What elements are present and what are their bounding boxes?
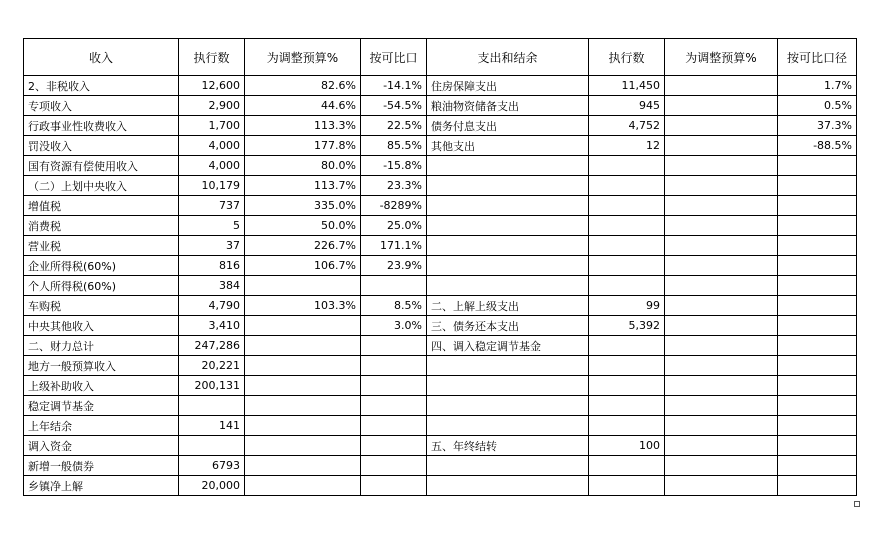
cell-expense-label: 五、年终结转 (427, 436, 589, 456)
cell-income-comparable (361, 396, 427, 416)
cell-expense-comparable (778, 196, 857, 216)
cell-income-label: 车购税 (24, 296, 179, 316)
cell-expense-budget-pct (665, 276, 778, 296)
cell-income-comparable (361, 456, 427, 476)
cell-income-budget-pct (245, 276, 361, 296)
cell-expense-budget-pct (665, 156, 778, 176)
cell-expense-executed (589, 476, 665, 496)
cell-expense-budget-pct (665, 436, 778, 456)
cell-expense-budget-pct (665, 476, 778, 496)
table-row (24, 476, 857, 496)
table-row (24, 116, 857, 136)
cell-expense-budget-pct (665, 116, 778, 136)
cell-income-executed: 3,410 (179, 316, 245, 336)
cell-income-executed: 6793 (179, 456, 245, 476)
cell-income-budget-pct (245, 476, 361, 496)
cell-income-executed: 816 (179, 256, 245, 276)
cell-expense-budget-pct (665, 216, 778, 236)
cell-income-comparable: 85.5% (361, 136, 427, 156)
cell-expense-comparable (778, 356, 857, 376)
cell-expense-label: 住房保障支出 (427, 76, 589, 96)
cell-expense-label: 三、债务还本支出 (427, 316, 589, 336)
cell-expense-label (427, 416, 589, 436)
cell-income-label: 新增一般债券 (24, 456, 179, 476)
cell-income-budget-pct (245, 416, 361, 436)
cell-expense-label (427, 256, 589, 276)
cell-expense-budget-pct (665, 136, 778, 156)
table-row (24, 216, 857, 236)
cell-income-label: 消费税 (24, 216, 179, 236)
header-cell-expense-executed: 执行数 (589, 39, 665, 76)
cell-expense-comparable (778, 256, 857, 276)
cell-income-budget-pct: 50.0% (245, 216, 361, 236)
table-row (24, 296, 857, 316)
cell-income-label: 企业所得税(60%) (24, 256, 179, 276)
header-cell-income-budget-pct: 为调整预算% (245, 39, 361, 76)
cell-expense-label (427, 196, 589, 216)
cell-income-budget-pct (245, 396, 361, 416)
cell-income-comparable: 8.5% (361, 296, 427, 316)
cell-expense-executed: 945 (589, 96, 665, 116)
cell-income-budget-pct (245, 436, 361, 456)
cell-expense-budget-pct (665, 176, 778, 196)
header-cell-expense-budget-pct: 为调整预算% (665, 39, 778, 76)
cell-income-label: 稳定调节基金 (24, 396, 179, 416)
cell-income-comparable: 23.3% (361, 176, 427, 196)
cell-income-budget-pct (245, 376, 361, 396)
cell-income-comparable: -8289% (361, 196, 427, 216)
cell-expense-comparable (778, 376, 857, 396)
cell-income-label: （二）上划中央收入 (24, 176, 179, 196)
cell-expense-comparable (778, 296, 857, 316)
cell-income-label: 罚没收入 (24, 136, 179, 156)
cell-expense-label (427, 396, 589, 416)
cell-expense-comparable (778, 416, 857, 436)
cell-expense-label (427, 156, 589, 176)
budget-table (23, 38, 857, 496)
cell-expense-budget-pct (665, 456, 778, 476)
cell-expense-label (427, 456, 589, 476)
cell-income-executed: 37 (179, 236, 245, 256)
cell-income-label: 调入资金 (24, 436, 179, 456)
cell-expense-comparable (778, 176, 857, 196)
cell-income-budget-pct (245, 316, 361, 336)
cell-expense-budget-pct (665, 76, 778, 96)
cell-expense-budget-pct (665, 336, 778, 356)
cell-expense-label: 二、上解上级支出 (427, 296, 589, 316)
cell-income-label: 二、财力总计 (24, 336, 179, 356)
cell-expense-label (427, 376, 589, 396)
cell-expense-budget-pct (665, 416, 778, 436)
cell-expense-label (427, 176, 589, 196)
cell-expense-label (427, 356, 589, 376)
cell-income-budget-pct: 335.0% (245, 196, 361, 216)
cell-expense-executed (589, 336, 665, 356)
cell-income-budget-pct: 113.7% (245, 176, 361, 196)
cell-expense-executed (589, 396, 665, 416)
cell-income-label: 中央其他收入 (24, 316, 179, 336)
cell-expense-comparable: 37.3% (778, 116, 857, 136)
cell-expense-executed: 99 (589, 296, 665, 316)
cell-income-executed: 200,131 (179, 376, 245, 396)
cell-income-comparable (361, 436, 427, 456)
cell-expense-executed (589, 456, 665, 476)
cell-income-budget-pct: 226.7% (245, 236, 361, 256)
cell-expense-comparable (778, 216, 857, 236)
header-cell-expense: 支出和结余 (427, 39, 589, 76)
cell-income-executed (179, 436, 245, 456)
table-row (24, 456, 857, 476)
cell-income-budget-pct: 80.0% (245, 156, 361, 176)
cell-income-executed: 141 (179, 416, 245, 436)
cell-expense-executed: 12 (589, 136, 665, 156)
table-row (24, 176, 857, 196)
cell-income-comparable: -54.5% (361, 96, 427, 116)
cell-income-executed: 737 (179, 196, 245, 216)
table-row (24, 256, 857, 276)
cell-income-comparable: 23.9% (361, 256, 427, 276)
cell-income-budget-pct: 177.8% (245, 136, 361, 156)
header-cell-expense-comparable: 按可比口径 (778, 39, 857, 76)
cell-income-comparable (361, 276, 427, 296)
cell-income-comparable: 3.0% (361, 316, 427, 336)
cell-income-comparable (361, 356, 427, 376)
cell-income-budget-pct (245, 336, 361, 356)
cell-expense-executed (589, 376, 665, 396)
cell-expense-comparable: -88.5% (778, 136, 857, 156)
cell-income-label: 上级补助收入 (24, 376, 179, 396)
corner-marker (854, 501, 860, 507)
cell-income-comparable: 25.0% (361, 216, 427, 236)
cell-income-label: 营业税 (24, 236, 179, 256)
table-row (24, 396, 857, 416)
cell-income-budget-pct: 106.7% (245, 256, 361, 276)
table-row (24, 276, 857, 296)
cell-income-comparable: -14.1% (361, 76, 427, 96)
cell-income-executed: 10,179 (179, 176, 245, 196)
cell-income-comparable: -15.8% (361, 156, 427, 176)
cell-income-budget-pct: 44.6% (245, 96, 361, 116)
cell-income-label: 地方一般预算收入 (24, 356, 179, 376)
cell-expense-comparable (778, 316, 857, 336)
header-cell-income-executed: 执行数 (179, 39, 245, 76)
cell-expense-budget-pct (665, 236, 778, 256)
cell-expense-executed (589, 356, 665, 376)
cell-income-executed: 4,790 (179, 296, 245, 316)
cell-income-budget-pct (245, 456, 361, 476)
cell-income-executed: 2,900 (179, 96, 245, 116)
cell-expense-label: 粮油物资储备支出 (427, 96, 589, 116)
table-row (24, 356, 857, 376)
cell-income-budget-pct: 103.3% (245, 296, 361, 316)
cell-expense-executed (589, 236, 665, 256)
table-row (24, 436, 857, 456)
cell-income-executed: 20,000 (179, 476, 245, 496)
cell-expense-comparable (778, 436, 857, 456)
cell-expense-budget-pct (665, 296, 778, 316)
cell-expense-label (427, 276, 589, 296)
cell-income-label: 行政事业性收费收入 (24, 116, 179, 136)
cell-expense-budget-pct (665, 256, 778, 276)
cell-expense-comparable: 1.7% (778, 76, 857, 96)
table-row (24, 136, 857, 156)
cell-expense-comparable (778, 396, 857, 416)
cell-expense-executed: 5,392 (589, 316, 665, 336)
cell-expense-executed (589, 176, 665, 196)
cell-income-budget-pct (245, 356, 361, 376)
cell-expense-budget-pct (665, 316, 778, 336)
cell-income-executed: 20,221 (179, 356, 245, 376)
table-row (24, 76, 857, 96)
cell-expense-budget-pct (665, 96, 778, 116)
table-row (24, 196, 857, 216)
cell-income-comparable (361, 416, 427, 436)
cell-income-executed: 1,700 (179, 116, 245, 136)
cell-expense-budget-pct (665, 196, 778, 216)
table-row (24, 416, 857, 436)
table-row (24, 376, 857, 396)
cell-expense-label (427, 476, 589, 496)
cell-expense-label: 债务付息支出 (427, 116, 589, 136)
cell-expense-executed: 4,752 (589, 116, 665, 136)
table-row (24, 96, 857, 116)
cell-income-label: 个人所得税(60%) (24, 276, 179, 296)
cell-income-label: 乡镇净上解 (24, 476, 179, 496)
cell-income-label: 国有资源有偿使用收入 (24, 156, 179, 176)
cell-expense-budget-pct (665, 396, 778, 416)
cell-expense-budget-pct (665, 356, 778, 376)
cell-income-executed (179, 396, 245, 416)
cell-expense-label: 其他支出 (427, 136, 589, 156)
cell-income-executed: 4,000 (179, 136, 245, 156)
cell-expense-comparable (778, 456, 857, 476)
cell-expense-comparable (778, 156, 857, 176)
cell-expense-executed (589, 156, 665, 176)
cell-income-executed: 384 (179, 276, 245, 296)
cell-income-label: 专项收入 (24, 96, 179, 116)
cell-income-executed: 5 (179, 216, 245, 236)
table-row (24, 316, 857, 336)
cell-income-label: 上年结余 (24, 416, 179, 436)
table-row (24, 236, 857, 256)
cell-income-comparable (361, 376, 427, 396)
cell-expense-label (427, 236, 589, 256)
cell-expense-comparable (778, 476, 857, 496)
cell-income-comparable: 22.5% (361, 116, 427, 136)
cell-income-label: 增值税 (24, 196, 179, 216)
cell-expense-executed (589, 216, 665, 236)
cell-expense-executed (589, 276, 665, 296)
cell-income-budget-pct: 113.3% (245, 116, 361, 136)
cell-income-comparable: 171.1% (361, 236, 427, 256)
cell-income-comparable (361, 336, 427, 356)
cell-expense-comparable: 0.5% (778, 96, 857, 116)
cell-expense-comparable (778, 336, 857, 356)
cell-expense-executed (589, 196, 665, 216)
cell-income-executed: 247,286 (179, 336, 245, 356)
cell-expense-executed (589, 256, 665, 276)
header-cell-income: 收入 (24, 39, 179, 76)
cell-expense-executed (589, 416, 665, 436)
table-row (24, 336, 857, 356)
cell-expense-label (427, 216, 589, 236)
header-row (24, 39, 857, 76)
table-body (24, 76, 857, 496)
cell-expense-budget-pct (665, 376, 778, 396)
cell-expense-executed: 11,450 (589, 76, 665, 96)
cell-expense-comparable (778, 236, 857, 256)
cell-expense-comparable (778, 276, 857, 296)
cell-expense-executed: 100 (589, 436, 665, 456)
cell-income-executed: 4,000 (179, 156, 245, 176)
cell-income-budget-pct: 82.6% (245, 76, 361, 96)
table-row (24, 156, 857, 176)
cell-income-executed: 12,600 (179, 76, 245, 96)
cell-income-label: 2、非税收入 (24, 76, 179, 96)
cell-expense-label: 四、调入稳定调节基金 (427, 336, 589, 356)
header-cell-income-comparable: 按可比口 (361, 39, 427, 76)
cell-income-comparable (361, 476, 427, 496)
